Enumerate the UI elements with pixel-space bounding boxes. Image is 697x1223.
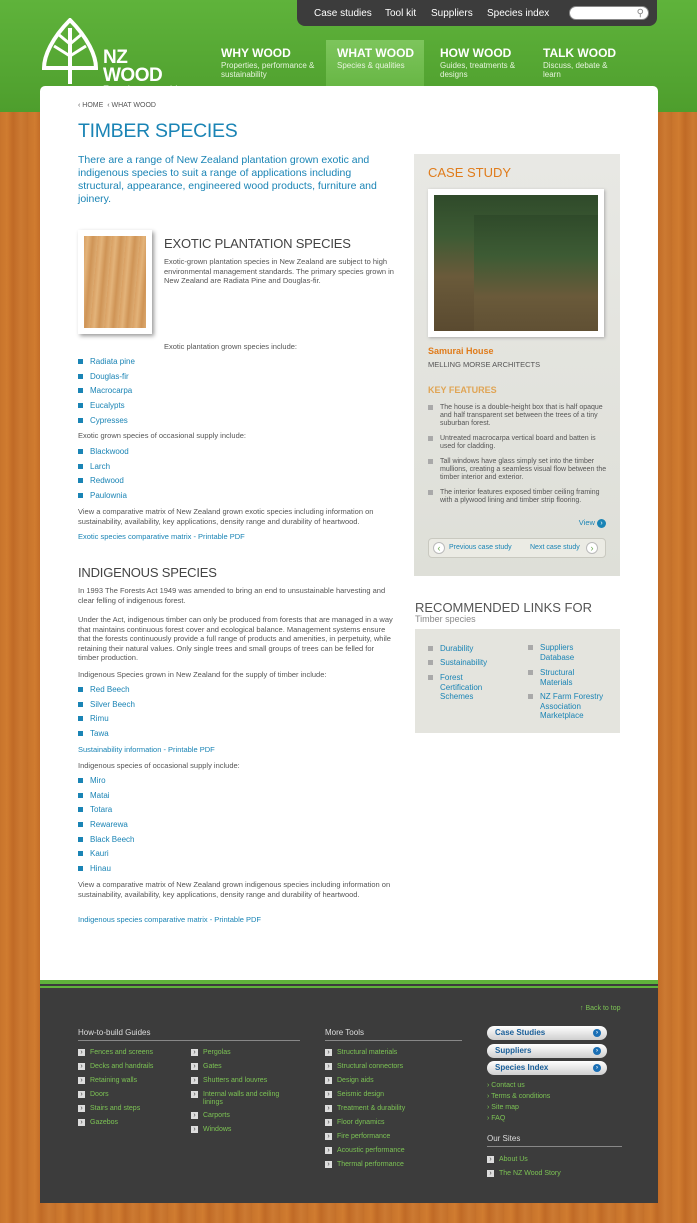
list-item[interactable] <box>78 357 135 372</box>
recommended-links-panel <box>415 629 620 733</box>
tool-link[interactable]: › Treatment & durability <box>325 1105 405 1113</box>
guide-link[interactable]: › Pergolas <box>191 1049 231 1057</box>
exotic-heading: EXOTIC PLANTATION SPECIES <box>164 236 351 251</box>
list-item[interactable] <box>78 776 134 791</box>
species-link[interactable]: Eucalypts <box>90 401 125 411</box>
rec-link[interactable]: Sustainability <box>428 658 518 668</box>
recommended-links-subtitle: Timber species <box>415 614 476 624</box>
list-item[interactable] <box>78 700 135 715</box>
link-label: FAQ <box>491 1115 506 1122</box>
site-link[interactable]: › The NZ Wood Story <box>487 1170 561 1178</box>
species-link[interactable]: Kauri <box>90 849 109 859</box>
utility-bar <box>297 0 657 26</box>
button-label: Suppliers <box>495 1046 532 1055</box>
species-link[interactable]: Rimu <box>90 714 109 724</box>
tool-link[interactable]: › Design aids <box>325 1077 374 1085</box>
site-link[interactable]: › About Us <box>487 1156 528 1164</box>
nav-why-wood[interactable] <box>215 40 323 88</box>
tool-kit-link[interactable]: Tool kit <box>385 8 417 19</box>
species-link[interactable]: Paulownia <box>90 491 127 501</box>
breadcrumb <box>78 102 156 109</box>
indigenous-occasional-list <box>78 776 134 879</box>
exotic-occasional-list <box>78 447 129 506</box>
rec-link[interactable]: Structural Materials <box>528 668 608 687</box>
faq-link[interactable]: › FAQ <box>487 1115 506 1122</box>
nav-what-wood[interactable] <box>326 40 424 88</box>
tool-link[interactable]: › Seismic design <box>325 1091 384 1099</box>
indigenous-occasional-intro: Indigenous species of occasional supply include: <box>78 761 240 770</box>
list-item[interactable] <box>78 416 135 431</box>
list-item[interactable] <box>78 805 134 820</box>
list-item[interactable] <box>78 685 135 700</box>
list-item[interactable] <box>78 476 129 491</box>
nav-how-wood[interactable] <box>434 40 530 88</box>
list-item[interactable] <box>78 447 129 462</box>
chevron-left-icon[interactable]: ‹ <box>433 542 445 554</box>
page-title: TIMBER SPECIES <box>78 120 238 142</box>
exotic-matrix-pdf-link[interactable]: Exotic species comparative matrix - Printable PDF <box>78 532 245 541</box>
tool-link[interactable]: › Acoustic performance <box>325 1147 405 1155</box>
arrow-right-icon: › <box>593 1047 601 1055</box>
link-label: Site map <box>491 1104 519 1111</box>
list-item[interactable] <box>78 849 134 864</box>
nav-subtitle: Properties, performance & sustainability <box>221 61 315 79</box>
species-index-link[interactable]: Species index <box>487 8 550 19</box>
site-map-link[interactable]: › Site map <box>487 1104 519 1111</box>
exotic-text: Exotic-grown plantation species in New Zealand are subject to high environmental management standards. The primary species grown in New Zealand are Radiata Pine and Douglas-fir. <box>164 257 394 285</box>
species-link[interactable]: Matai <box>90 790 110 800</box>
tool-link[interactable]: › Floor dynamics <box>325 1119 384 1127</box>
wood-grain-image <box>78 230 152 334</box>
nav-title: WHAT WOOD <box>337 46 415 60</box>
key-feature-item: Tall windows have glass simply set into the timber mullions, creating a seamless visual flow between the timber interior and exterior. <box>428 458 608 482</box>
rec-link[interactable]: Forest Certification Schemes <box>428 673 496 702</box>
guide-link[interactable]: › Internal walls and ceiling linings <box>191 1091 296 1107</box>
case-studies-link[interactable]: Case studies <box>314 8 372 19</box>
guide-link[interactable]: › Windows <box>191 1126 231 1134</box>
list-item[interactable] <box>78 835 134 850</box>
nz-wood-logo[interactable] <box>40 18 190 86</box>
key-features-title: KEY FEATURES <box>428 385 497 395</box>
case-study-pager <box>428 538 606 558</box>
exotic-species-list <box>78 357 135 430</box>
guide-link[interactable]: › Gates <box>191 1063 222 1071</box>
link-label: Terms & conditions <box>491 1093 551 1100</box>
view-label: View <box>578 518 595 527</box>
tree-logo-icon <box>40 18 100 86</box>
terms-link[interactable]: › Terms & conditions <box>487 1093 551 1100</box>
suppliers-link[interactable]: Suppliers <box>431 8 473 19</box>
nav-subtitle: Guides, treatments & designs <box>440 61 516 79</box>
search-input[interactable] <box>569 6 649 20</box>
list-item[interactable] <box>78 386 135 401</box>
species-link[interactable]: Douglas-fir <box>90 371 129 381</box>
species-link[interactable]: Redwood <box>90 476 124 486</box>
case-study-title: CASE STUDY <box>428 165 512 180</box>
list-item[interactable] <box>78 491 129 506</box>
case-study-caption[interactable]: Samurai House <box>428 346 494 356</box>
indigenous-matrix-pdf-link[interactable]: Indigenous species comparative matrix - Printable PDF <box>78 915 261 924</box>
more-tools-title: More Tools <box>325 1028 364 1037</box>
guide-link[interactable]: › Shutters and louvres <box>191 1077 267 1085</box>
list-item[interactable] <box>78 714 135 729</box>
sustainability-pdf-link[interactable]: Sustainability information - Printable PDF <box>78 745 215 754</box>
tool-link[interactable]: › Thermal performance <box>325 1161 404 1169</box>
species-link[interactable]: Blackwood <box>90 447 129 456</box>
view-case-study-link[interactable] <box>579 518 606 528</box>
next-case-study-link[interactable]: Next case study <box>530 544 580 551</box>
guide-link[interactable]: › Doors <box>78 1091 109 1099</box>
exotic-list-intro: Exotic plantation grown species include: <box>164 342 297 351</box>
indigenous-matrix-text: View a comparative matrix of New Zealand grown indigenous species including information on sustainability, availability, key applications, density range and durability of heartwood. <box>78 880 391 899</box>
our-sites-title: Our Sites <box>487 1134 521 1143</box>
link-label: Contact us <box>491 1082 525 1089</box>
breadcrumb-what-wood[interactable]: WHAT WOOD <box>111 102 156 109</box>
key-feature-item: Untreated macrocarpa vertical board and batten is used for cladding. <box>428 435 608 451</box>
chevron-left-icon: ‹ <box>107 102 110 109</box>
species-link[interactable]: Miro <box>90 776 106 785</box>
species-index-button[interactable] <box>487 1061 607 1075</box>
guide-link[interactable]: › Gazebos <box>78 1119 118 1127</box>
indigenous-species-list <box>78 685 135 744</box>
search-icon[interactable]: ⚲ <box>636 8 644 19</box>
rec-link[interactable]: Suppliers Database <box>528 643 608 662</box>
list-item[interactable] <box>78 820 134 835</box>
back-to-top-label: Back to top <box>585 1005 621 1012</box>
exotic-matrix-text: View a comparative matrix of New Zealand grown exotic species including information on sustainability, availability, key applications, density range and durability of heartwood. <box>78 507 374 526</box>
arrow-right-icon: › <box>597 519 606 528</box>
rec-link[interactable]: Durability <box>428 644 518 654</box>
species-link[interactable]: Macrocarpa <box>90 386 133 396</box>
button-label: Species Index <box>495 1063 549 1072</box>
guide-link[interactable]: › Retaining walls <box>78 1077 137 1085</box>
list-item[interactable] <box>78 462 129 477</box>
logo-name: NZ WOOD <box>103 47 163 86</box>
nav-talk-wood[interactable] <box>537 40 627 88</box>
guides-title: How-to-build Guides <box>78 1028 151 1037</box>
guide-link[interactable]: › Carports <box>191 1112 230 1120</box>
arrow-right-icon: › <box>593 1029 601 1037</box>
guide-link[interactable]: › Stairs and steps <box>78 1105 140 1113</box>
species-link[interactable]: Totara <box>90 805 113 815</box>
indigenous-heading: INDIGENOUS SPECIES <box>78 565 217 580</box>
nav-subtitle: Species & qualities <box>337 61 405 70</box>
tool-link[interactable]: › Structural connectors <box>325 1063 403 1071</box>
species-link[interactable]: Radiata pine <box>90 357 135 366</box>
breadcrumb-home[interactable]: HOME <box>82 102 104 109</box>
nav-subtitle: Discuss, debate & learn <box>543 61 608 79</box>
list-item[interactable] <box>78 791 134 806</box>
case-study-image[interactable] <box>428 189 604 337</box>
list-item[interactable] <box>78 372 135 387</box>
indigenous-list-intro: Indigenous Species grown in New Zealand for the supply of timber include: <box>78 670 327 679</box>
indigenous-act-text: Under the Act, indigenous timber can only be produced from forests that are managed in a way that maintains continuous forest cover and ecological balance. Management systems ensure that the forests continuously provide a full range of products and amenities, in perpetuity, while retaining their natural values. Only single trees and small groups of trees can be felled for timber production. <box>78 615 393 662</box>
indigenous-intro: In 1993 The Forests Act 1949 was amended to bring an end to unsustainable harvesting and clear felling of indigenous forest. <box>78 586 386 605</box>
species-link[interactable]: Rewarewa <box>90 820 128 830</box>
guide-link[interactable]: › Decks and handrails <box>78 1063 153 1071</box>
nav-title: WHY WOOD <box>221 46 291 60</box>
species-link[interactable]: Red Beech <box>90 685 130 694</box>
previous-case-study-link[interactable]: Previous case study <box>449 544 512 551</box>
contact-us-link[interactable]: › Contact us <box>487 1082 525 1089</box>
species-link[interactable]: Silver Beech <box>90 699 135 709</box>
guide-link[interactable]: › Fences and screens <box>78 1049 153 1057</box>
species-link[interactable]: Cypresses <box>90 415 128 425</box>
suppliers-button[interactable] <box>487 1044 607 1058</box>
nav-title: HOW WOOD <box>440 46 512 60</box>
rec-link[interactable]: NZ Farm Forestry Association Marketplace <box>528 692 608 721</box>
footer <box>40 980 658 1203</box>
list-item[interactable] <box>78 864 134 879</box>
back-to-top-link[interactable]: ↑ Back to top <box>580 1005 621 1012</box>
tool-link[interactable]: › Structural materials <box>325 1049 397 1057</box>
main-content <box>40 86 658 980</box>
case-study-architect: MELLING MORSE ARCHITECTS <box>428 360 541 369</box>
key-feature-item: The house is a double-height box that is half opaque and half transparent set between the trees of a tiny suburban forest. <box>428 404 608 428</box>
species-link[interactable]: Larch <box>90 461 111 471</box>
case-studies-button[interactable] <box>487 1026 607 1040</box>
case-study-panel <box>414 154 620 576</box>
key-feature-item: The interior features exposed timber ceiling framing with a plywood lining and timber strip flooring. <box>428 489 608 505</box>
species-link[interactable]: Black Beech <box>90 834 135 844</box>
arrow-right-icon: › <box>593 1064 601 1072</box>
exotic-occasional-intro: Exotic grown species of occasional supply include: <box>78 431 247 440</box>
chevron-left-icon: ‹ <box>78 102 81 109</box>
intro-text: There are a range of New Zealand plantation grown exotic and indigenous species to suit a range of applications including structural, appearance, engineered wood products, furniture and joinery. <box>78 154 377 205</box>
species-link[interactable]: Tawa <box>90 729 109 739</box>
nav-title: TALK WOOD <box>543 46 617 60</box>
list-item[interactable] <box>78 401 135 416</box>
recommended-links-title: RECOMMENDED LINKS FOR <box>415 600 592 615</box>
tool-link[interactable]: › Fire performance <box>325 1133 390 1141</box>
species-link[interactable]: Hinau <box>90 864 111 874</box>
button-label: Case Studies <box>495 1028 546 1037</box>
chevron-right-icon[interactable]: › <box>586 542 598 554</box>
list-item[interactable] <box>78 729 135 744</box>
